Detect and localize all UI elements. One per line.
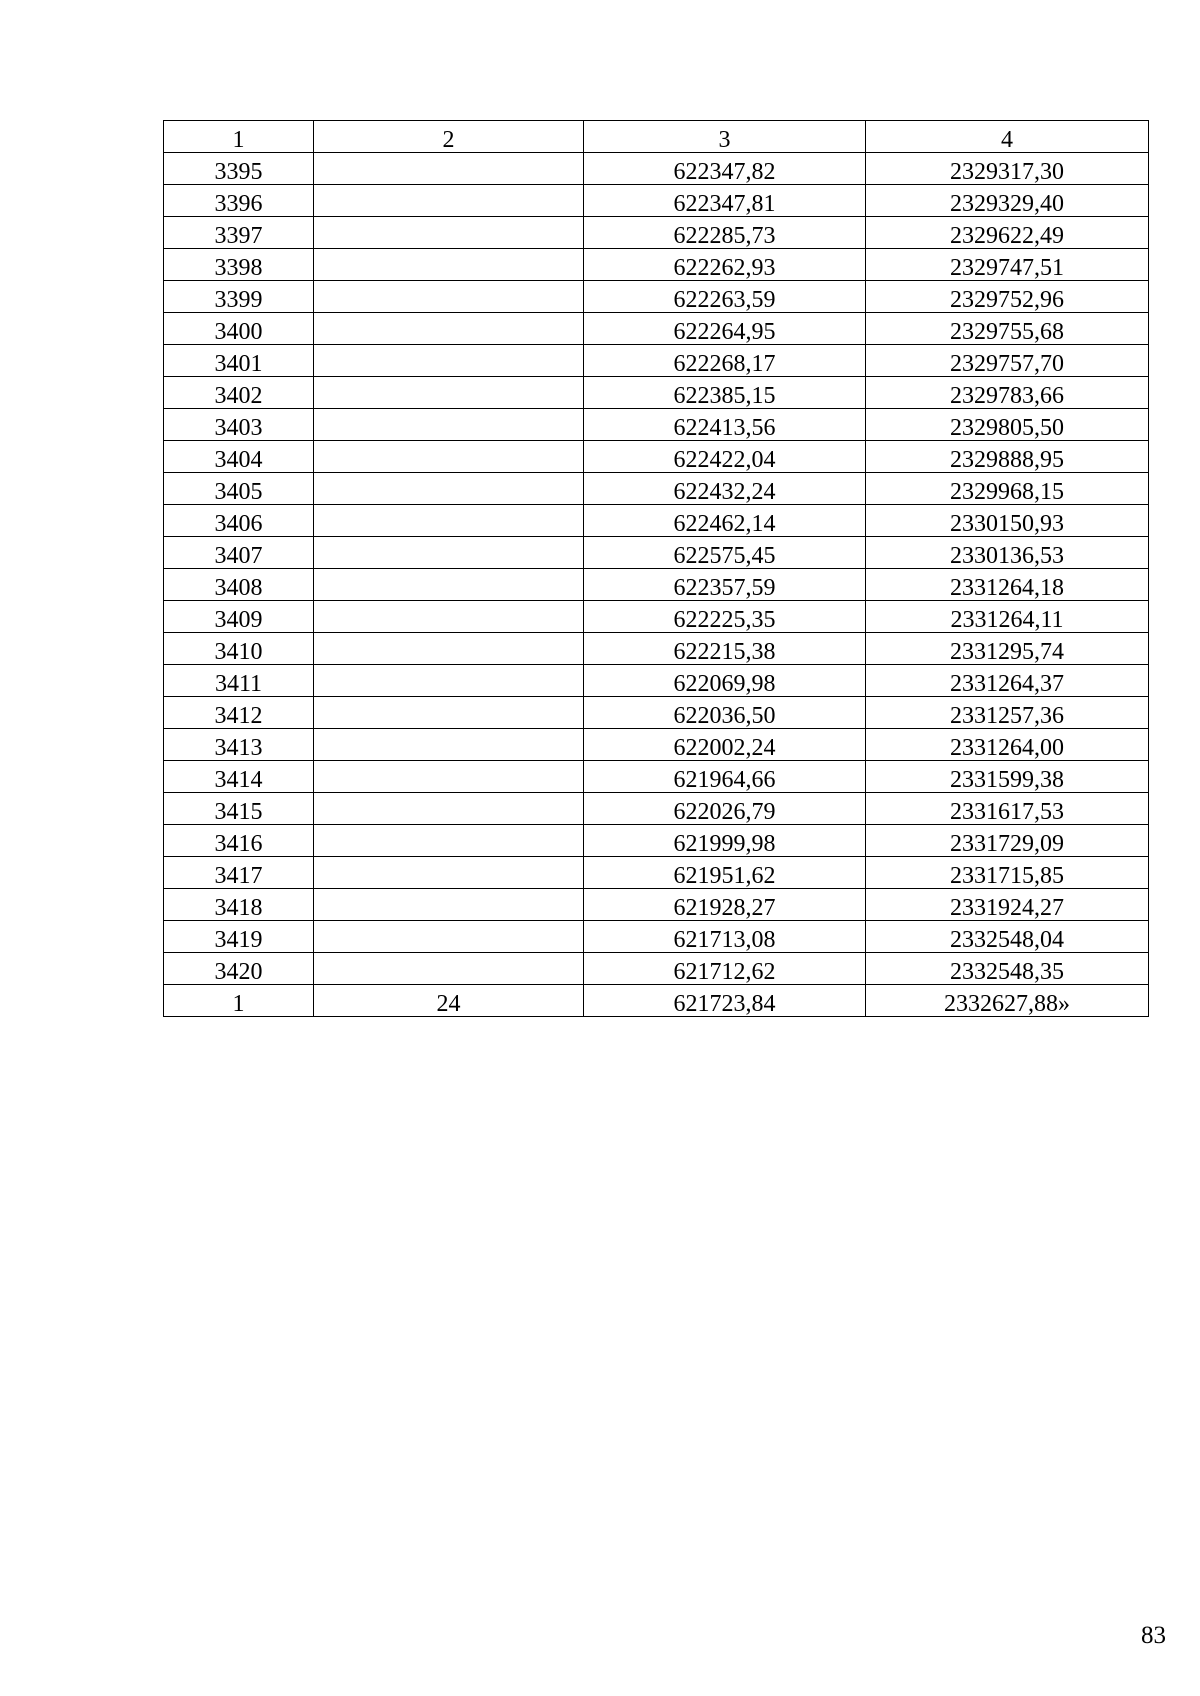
- table-row: [164, 857, 1149, 889]
- table-cell-col-4: 2330150,93: [866, 505, 1149, 537]
- table-cell-col-4: 2332548,04: [866, 921, 1149, 953]
- table-cell-col-3: 621713,08: [584, 921, 866, 953]
- table-row: [164, 921, 1149, 953]
- table-row: [164, 697, 1149, 729]
- column-header-4: 4: [866, 121, 1149, 153]
- table-cell-col-4: 2329755,68: [866, 313, 1149, 345]
- table-cell-col-4: 2329317,30: [866, 153, 1149, 185]
- table-cell-col-4: 2329805,50: [866, 409, 1149, 441]
- table-cell-col-2: [314, 889, 584, 921]
- table-row: [164, 313, 1149, 345]
- table-row: [164, 985, 1149, 1017]
- table-header: [164, 121, 1149, 153]
- table-cell-col-4: 2329747,51: [866, 249, 1149, 281]
- table-cell-col-1: 3415: [164, 793, 314, 825]
- table-cell-col-3: 622215,38: [584, 633, 866, 665]
- table-cell-col-3: 622575,45: [584, 537, 866, 569]
- table-cell-col-1: 3403: [164, 409, 314, 441]
- column-header-3: 3: [584, 121, 866, 153]
- page-number: 83: [1141, 1622, 1166, 1649]
- table-cell-col-1: 3404: [164, 441, 314, 473]
- table-cell-col-3: 621928,27: [584, 889, 866, 921]
- table-row: [164, 377, 1149, 409]
- table-cell-col-1: 3413: [164, 729, 314, 761]
- table-cell-col-1: 3412: [164, 697, 314, 729]
- table-cell-col-2: [314, 281, 584, 313]
- table-cell-col-1: 3406: [164, 505, 314, 537]
- table-cell-col-3: 621712,62: [584, 953, 866, 985]
- table-cell-col-1: 3417: [164, 857, 314, 889]
- table-row: [164, 409, 1149, 441]
- table-cell-col-3: 621964,66: [584, 761, 866, 793]
- table-cell-col-4: 2330136,53: [866, 537, 1149, 569]
- table-cell-col-1: 3409: [164, 601, 314, 633]
- table-cell-col-2: [314, 537, 584, 569]
- table-cell-col-2: [314, 697, 584, 729]
- table-cell-col-2: [314, 761, 584, 793]
- table-cell-col-3: 622347,82: [584, 153, 866, 185]
- table-row: [164, 665, 1149, 697]
- table-cell-col-2: [314, 793, 584, 825]
- coordinates-table: [163, 120, 1149, 1017]
- table-cell-col-4: 2331264,37: [866, 665, 1149, 697]
- table-cell-col-4: 2329329,40: [866, 185, 1149, 217]
- table-cell-col-2: [314, 569, 584, 601]
- table-row: [164, 953, 1149, 985]
- table-cell-col-2: [314, 921, 584, 953]
- table-cell-col-3: 622262,93: [584, 249, 866, 281]
- table-cell-col-1: 3419: [164, 921, 314, 953]
- table-row: [164, 505, 1149, 537]
- table-cell-col-3: 621723,84: [584, 985, 866, 1017]
- table-row: [164, 345, 1149, 377]
- table-row: [164, 185, 1149, 217]
- table-body: [164, 153, 1149, 1017]
- table-row: [164, 281, 1149, 313]
- table-cell-col-3: 622264,95: [584, 313, 866, 345]
- table-cell-col-4: 2331924,27: [866, 889, 1149, 921]
- table-cell-col-3: 622432,24: [584, 473, 866, 505]
- table-cell-col-2: [314, 857, 584, 889]
- column-header-1: 1: [164, 121, 314, 153]
- table-row: [164, 537, 1149, 569]
- table-cell-col-3: 622385,15: [584, 377, 866, 409]
- table-cell-col-2: [314, 249, 584, 281]
- table-cell-col-1: 1: [164, 985, 314, 1017]
- table-cell-col-3: 622225,35: [584, 601, 866, 633]
- table-row: [164, 441, 1149, 473]
- table-cell-col-2: [314, 633, 584, 665]
- table-cell-col-2: [314, 505, 584, 537]
- table-cell-col-2: [314, 153, 584, 185]
- table-cell-col-1: 3402: [164, 377, 314, 409]
- table-cell-col-4: 2329888,95: [866, 441, 1149, 473]
- table-cell-col-4: 2329783,66: [866, 377, 1149, 409]
- table-cell-col-1: 3414: [164, 761, 314, 793]
- table-cell-col-3: 622026,79: [584, 793, 866, 825]
- table-cell-col-2: [314, 665, 584, 697]
- column-header-2: 2: [314, 121, 584, 153]
- table-cell-col-3: 622357,59: [584, 569, 866, 601]
- table-cell-col-2: [314, 441, 584, 473]
- table-cell-col-1: 3408: [164, 569, 314, 601]
- table-cell-col-4: 2329968,15: [866, 473, 1149, 505]
- table-cell-col-1: 3407: [164, 537, 314, 569]
- table-cell-col-2: [314, 601, 584, 633]
- table-row: [164, 217, 1149, 249]
- table-cell-col-1: 3401: [164, 345, 314, 377]
- table-cell-col-1: 3397: [164, 217, 314, 249]
- table-cell-col-1: 3405: [164, 473, 314, 505]
- table-cell-col-2: [314, 473, 584, 505]
- table-cell-col-1: 3396: [164, 185, 314, 217]
- table-cell-col-2: 24: [314, 985, 584, 1017]
- table-cell-col-4: 2329622,49: [866, 217, 1149, 249]
- table-cell-col-3: 621999,98: [584, 825, 866, 857]
- table-cell-col-4: 2331264,11: [866, 601, 1149, 633]
- table-cell-col-3: 622462,14: [584, 505, 866, 537]
- table-row: [164, 153, 1149, 185]
- table-cell-col-1: 3411: [164, 665, 314, 697]
- table-cell-col-1: 3398: [164, 249, 314, 281]
- table-cell-col-3: 622268,17: [584, 345, 866, 377]
- header-row: [164, 121, 1149, 153]
- table-cell-col-2: [314, 825, 584, 857]
- table-cell-col-4: 2331729,09: [866, 825, 1149, 857]
- table-row: [164, 473, 1149, 505]
- table-cell-col-1: 3410: [164, 633, 314, 665]
- table-cell-col-2: [314, 729, 584, 761]
- table-cell-col-4: 2331264,00: [866, 729, 1149, 761]
- table-cell-col-1: 3420: [164, 953, 314, 985]
- table-cell-col-4: 2332548,35: [866, 953, 1149, 985]
- table-cell-col-4: 2331617,53: [866, 793, 1149, 825]
- table-cell-col-1: 3400: [164, 313, 314, 345]
- table-cell-col-3: 622036,50: [584, 697, 866, 729]
- table-cell-col-2: [314, 409, 584, 441]
- table-cell-col-2: [314, 953, 584, 985]
- table-cell-col-4: 2331264,18: [866, 569, 1149, 601]
- table-cell-col-3: 622263,59: [584, 281, 866, 313]
- table-cell-col-2: [314, 185, 584, 217]
- table-cell-col-4: 2331599,38: [866, 761, 1149, 793]
- table-cell-col-1: 3416: [164, 825, 314, 857]
- table-cell-col-2: [314, 377, 584, 409]
- table-cell-col-3: 622002,24: [584, 729, 866, 761]
- table-row: [164, 793, 1149, 825]
- table-cell-col-3: 621951,62: [584, 857, 866, 889]
- table-row: [164, 729, 1149, 761]
- table-cell-col-1: 3399: [164, 281, 314, 313]
- table-cell-col-3: 622347,81: [584, 185, 866, 217]
- table-row: [164, 569, 1149, 601]
- table-cell-col-1: 3395: [164, 153, 314, 185]
- table-cell-col-4: 2331295,74: [866, 633, 1149, 665]
- table-cell-col-2: [314, 313, 584, 345]
- table-row: [164, 633, 1149, 665]
- table-row: [164, 249, 1149, 281]
- table-cell-col-3: 622413,56: [584, 409, 866, 441]
- table-cell-col-1: 3418: [164, 889, 314, 921]
- table-cell-col-4: 2329757,70: [866, 345, 1149, 377]
- table-cell-col-3: 622422,04: [584, 441, 866, 473]
- table-cell-col-4: 2329752,96: [866, 281, 1149, 313]
- table-cell-col-4: 2331257,36: [866, 697, 1149, 729]
- table-cell-col-4: 2331715,85: [866, 857, 1149, 889]
- table-row: [164, 889, 1149, 921]
- table-row: [164, 825, 1149, 857]
- table-cell-col-2: [314, 217, 584, 249]
- table-cell-col-2: [314, 345, 584, 377]
- table-row: [164, 761, 1149, 793]
- table-cell-col-3: 622069,98: [584, 665, 866, 697]
- table-cell-col-4: 2332627,88»: [866, 985, 1149, 1017]
- table-row: [164, 601, 1149, 633]
- table-cell-col-3: 622285,73: [584, 217, 866, 249]
